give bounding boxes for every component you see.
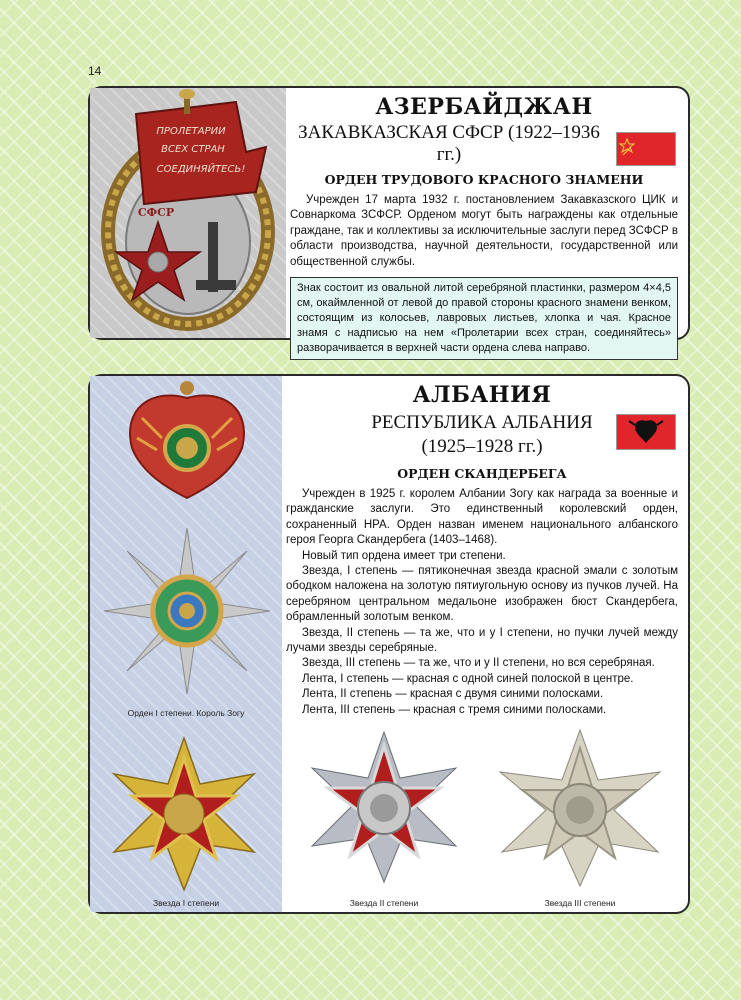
banner-text-line1: ПРОЛЕТАРИИ — [156, 126, 226, 137]
order-title-red-banner: ОРДЕН ТРУДОВОГО КРАСНОГО ЗНАМЕНИ — [324, 172, 644, 187]
zsfsr-flag — [616, 132, 676, 166]
star-second-class-image — [300, 726, 468, 886]
albania-paragraph-4: Звезда, II степень — та же, что и у I степени, но пучки лучей между лучами звезды серебряные. — [286, 626, 678, 655]
azerbaijan-content — [290, 88, 678, 360]
country-title-albania: АЛБАНИЯ — [412, 382, 552, 408]
azerbaijan-section — [88, 86, 690, 355]
state-name-line2: (1925–1928 гг.) — [421, 436, 543, 457]
state-name-zsfsr: ЗАКАВКАЗСКАЯ СФСР (1922–1936 гг.) — [298, 122, 600, 165]
caption-star-second-class: Звезда II степени — [349, 898, 419, 908]
albania-paragraph-3: Звезда, I степень — пятиконечная звезда красной эмали с золотым ободком наложена на золотую пятиугольную основу из пучков лучей. На серебряном центральном медальоне изображен бюст Скандербега, обрамленный золотым венком. — [286, 565, 678, 624]
country-title-azerbaijan: АЗЕРБАЙДЖАН — [375, 94, 593, 120]
albania-paragraph-1: Учрежден в 1925 г. королем Албании Зогу как награда за военные и гражданские заслуги. Это единственный королевский орден, сохраненный НРА. Орден назван именем национального албанского героя Георга Скандербега (1403–1468). — [286, 488, 678, 547]
order-star-large-image — [102, 526, 272, 696]
state-name-line1: РЕСПУБЛИКА АЛБАНИЯ — [371, 412, 593, 433]
hammer-sickle-star-icon — [617, 133, 675, 165]
caption-star-third-class: Звезда III степени — [544, 898, 616, 908]
banner-text-line2: ВСЕХ СТРАН — [161, 144, 225, 155]
azerbaijan-note-box — [290, 277, 678, 360]
albania-paragraph-5: Звезда, III степень — та же, что и у II степени, но вся серебряная. — [302, 657, 655, 670]
caption-king-zog: Орден I степени. Король Зогу — [127, 708, 245, 718]
order-title-skanderbeg: ОРДЕН СКАНДЕРБЕГА — [397, 466, 567, 481]
star-third-class-image — [492, 726, 668, 890]
albania-flag — [616, 414, 676, 450]
albania-photo-column — [90, 376, 282, 912]
albania-paragraph-8: Лента, III степень — красная с тремя синими полосками. — [302, 703, 607, 716]
albania-paragraph-7: Лента, II степень — красная с двумя синими полосками. — [302, 688, 604, 701]
azerbaijan-description — [290, 193, 678, 270]
azerbaijan-note-text: Знак состоит из овальной литой серебряной пластинки, размером 4×4,5 см, окаймленной от левой до правой стороны красного знамени венком, состоящим из колосьев, лавровых листьев, хлопка и чая. Красное знамя с надписью на нем «Пролетарии всех стран, соединяйтесь» разворачивается в верхней части ордена слева направо. — [297, 282, 671, 355]
caption-star-first-class: Звезда I степени — [152, 898, 220, 908]
page-number: 14 — [88, 64, 102, 78]
albania-paragraph-2: Новый тип ордена имеет три степени. — [302, 549, 506, 562]
badge-letters: СФСР — [137, 206, 175, 219]
star-first-class-image — [104, 734, 264, 894]
albania-paragraph-6: Лента, I степень — красная с одной синей полоской в центре. — [302, 672, 634, 685]
albania-section — [88, 374, 690, 914]
albania-description — [286, 487, 678, 718]
azerbaijan-photo-column — [90, 88, 286, 338]
banner-text-line3: СОЕДИНЯЙТЕСЬ! — [156, 164, 246, 175]
azerbaijan-paragraph: Учрежден 17 марта 1932 г. постановлением Закавказского ЦИК и Совнаркома ЗСФСР. Орденом могут быть награждены как отдельные граждане, так и коллективы за исключительные заслуги перед ЗСФСР в области производства, научной деятельности, государственной или общественной службы. — [290, 194, 678, 268]
order-king-zog-image — [112, 378, 262, 503]
double-headed-eagle-icon — [617, 415, 675, 449]
order-red-banner-image — [96, 92, 280, 332]
